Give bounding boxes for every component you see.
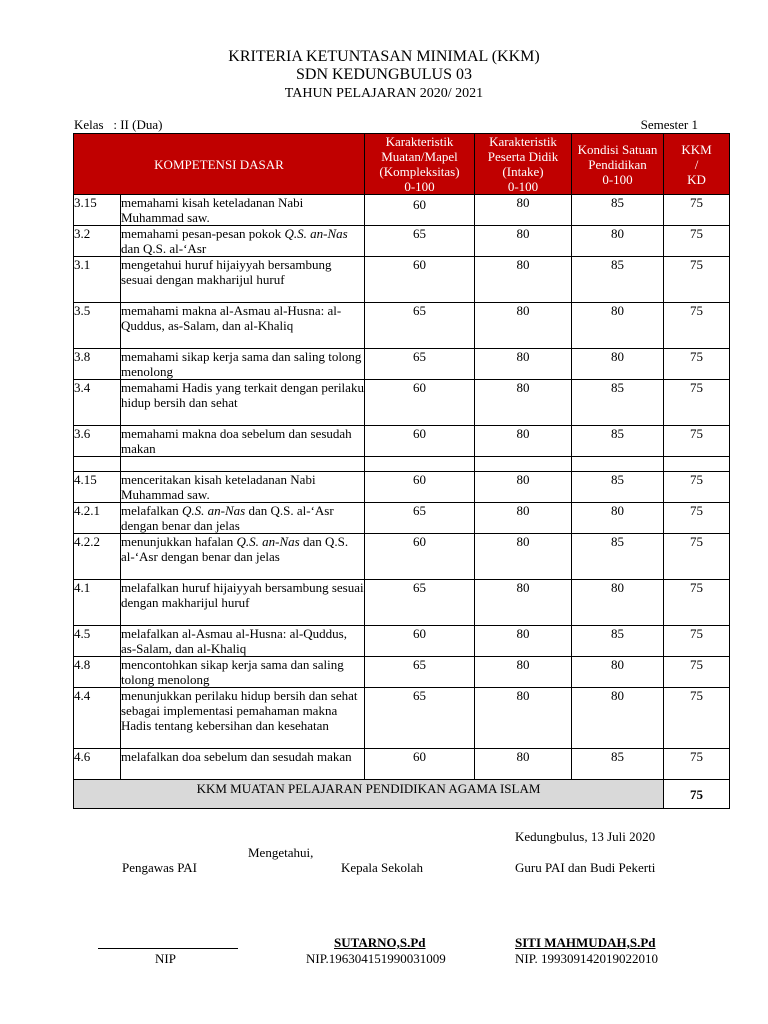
header-muatan: Karakteristik Muatan/Mapel (Kompleksitas) 0-100 <box>365 134 475 195</box>
academic-year: TAHUN PELAJARAN 2020/ 2021 <box>284 86 484 101</box>
table-row: 3.8 memahami sikap kerja sama dan saling tolong menolong 65 80 80 75 <box>74 349 730 380</box>
footer-kkm-value: 75 <box>664 780 730 809</box>
table-row: 3.4 memahami Hadis yang terkait dengan perilaku hidup bersih dan sehat 60 80 85 75 <box>74 380 730 426</box>
place-date: Kedungbulus, 13 Juli 2020 <box>515 829 656 844</box>
table-row: 4.4 menunjukkan perilaku hidup bersih dan sehat sebagai implementasi pemahaman makna Hadis tentang kebersihan dan kesehatan 65 80 80 75 <box>74 688 730 749</box>
pengawas-title: Pengawas PAI <box>122 860 197 875</box>
table-row: 3.6 memahami makna doa sebelum dan sesudah makan 60 80 85 75 <box>74 426 730 457</box>
header-kkm: KKM / KD <box>664 134 730 195</box>
table-row: 4.5 melafalkan al-Asmau al-Husna: al-Quddus, as-Salam, dan al-Khaliq 60 80 85 75 <box>74 626 730 657</box>
pengawas-signature-line <box>98 948 238 949</box>
kepsek-name: SUTARNO,S.Pd <box>334 935 426 950</box>
document-title: KRITERIA KETUNTASAN MINIMAL (KKM) <box>228 48 540 65</box>
semester-label: Semester 1 <box>640 117 698 132</box>
table-footer-row <box>74 780 730 809</box>
guru-name: SITI MAHMUDAH,S.Pd <box>515 935 656 950</box>
header-peserta: Karakteristik Peserta Didik (Intake) 0-100 <box>475 134 572 195</box>
kkm-table <box>73 133 730 809</box>
footer-label: KKM MUATAN PELAJARAN PENDIDIKAN AGAMA ISLAM <box>74 780 664 809</box>
header-kondisi: Kondisi Satuan Pendidikan 0-100 <box>572 134 664 195</box>
mengetahui-label: Mengetahui, <box>248 845 314 860</box>
table-row: 3.5 memahami makna al-Asmau al-Husna: al-Quddus, as-Salam, dan al-Khaliq 65 80 80 75 <box>74 303 730 349</box>
class-label: Kelas : II (Dua) <box>74 117 163 132</box>
school-name: SDN KEDUNGBULUS 03 <box>295 66 472 83</box>
table-row: 4.8 mencontohkan sikap kerja sama dan saling tolong menolong 65 80 80 75 <box>74 657 730 688</box>
table-row: 4.6 melafalkan doa sebelum dan sesudah makan 60 80 85 75 <box>74 749 730 780</box>
table-row: 4.15 menceritakan kisah keteladanan Nabi Muhammad saw. 60 80 85 75 <box>74 472 730 503</box>
table-row: 3.15 memahami kisah keteladanan Nabi Muhammad saw. 60 80 85 75 <box>74 195 730 226</box>
pengawas-nip: NIP <box>155 951 176 966</box>
guru-title: Guru PAI dan Budi Pekerti <box>515 860 656 875</box>
guru-nip: NIP. 199309142019022010 <box>515 951 659 966</box>
table-row: 4.2.1 melafalkan Q.S. an-Nas dan Q.S. al-‘Asr dengan benar dan jelas 65 80 80 75 <box>74 503 730 534</box>
table-row: 3.2 memahami pesan-pesan pokok Q.S. an-Nas dan Q.S. al-‘Asr 65 80 80 75 <box>74 226 730 257</box>
table-row: 4.1 melafalkan huruf hijaiyyah bersambung sesuai dengan makharijul huruf 65 80 80 75 <box>74 580 730 626</box>
table-row: 4.2.2 menunjukkan hafalan Q.S. an-Nas dan Q.S. al-‘Asr dengan benar dan jelas 60 80 85 75 <box>74 534 730 580</box>
header-kompetensi-dasar: KOMPETENSI DASAR <box>74 134 365 195</box>
table-row: 3.1 mengetahui huruf hijaiyyah bersambung sesuai dengan makharijul huruf 60 80 85 75 <box>74 257 730 303</box>
kepsek-nip: NIP.196304151990031009 <box>306 951 446 966</box>
table-row-blank <box>74 457 730 472</box>
kepsek-title: Kepala Sekolah <box>341 860 423 875</box>
